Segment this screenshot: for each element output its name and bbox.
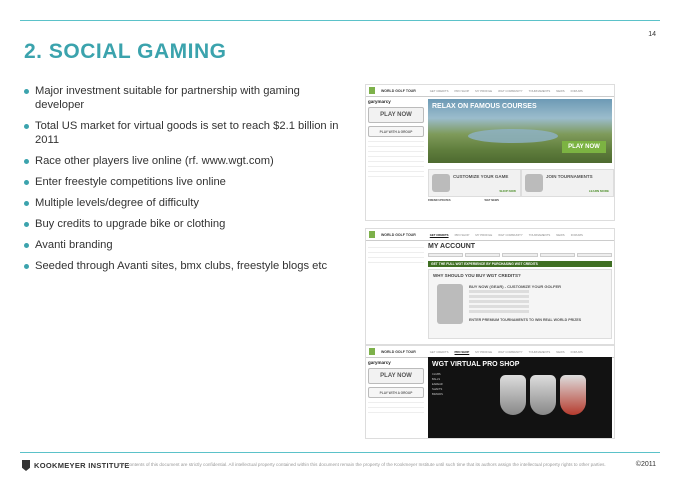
nav-item: GET CREDITS (429, 349, 449, 354)
club-image (500, 375, 526, 415)
shop-menu-item: BRANDS (432, 393, 443, 396)
site-name: WORLD GOLF TOUR (381, 232, 416, 237)
friend-updates-label: FRIEND UPDATES (428, 199, 451, 202)
nav-item: FORUMS (570, 349, 583, 354)
bullet-item: Major investment suitable for partnership with gaming developer (24, 84, 344, 112)
play-with-group-button: PLAY WITH A GROUP (368, 387, 424, 398)
site-toolbar (366, 229, 614, 241)
bullet-item: Race other players live online (rf. www.wgt.com) (24, 154, 344, 168)
username: garymarcy (368, 360, 391, 365)
copyright: ©2011 (635, 461, 656, 468)
nav-item: FORUMS (570, 88, 583, 93)
shop-menu-item: SHAFTS (432, 388, 443, 391)
bullet-item: Buy credits to upgrade bike or clothing (24, 217, 344, 231)
promo-cta: LEARN MORE (588, 189, 609, 193)
nav-item: WGT COMMUNITY (498, 88, 523, 93)
promo-tournaments (521, 169, 614, 197)
confidentiality-note: The contents of this document are strictly confidential. All intellectual property contained within this document remain the property of the Kookmeyer Institute until such time that its authors assign the intellectual property rights to other parties. (118, 462, 606, 467)
hero-title: RELAX ON FAMOUS COURSES (432, 103, 537, 110)
wgt-home-screenshot (365, 84, 615, 221)
nav-item: TOURNAMENTS (528, 88, 551, 93)
wgt-proshop-screenshot (365, 345, 615, 439)
credits-panel (428, 269, 612, 339)
shop-bullets (432, 421, 552, 433)
bullet-item: Enter freestyle competitions live online (24, 175, 344, 189)
shop-menu-item: CLUBS (432, 373, 441, 376)
page-number: 14 (648, 31, 656, 38)
nav-item: NEWS (556, 349, 565, 354)
nav-item: WGT COMMUNITY (498, 349, 523, 354)
hero-play-button: PLAY NOW (562, 141, 606, 153)
nav-item: NEWS (556, 232, 565, 237)
benefit-list (469, 290, 529, 315)
nav-item: PRO SHOP (454, 232, 470, 237)
play-now-button: PLAY NOW (368, 107, 424, 123)
wgt-news-label: WGT NEWS (484, 199, 500, 202)
site-name: WORLD GOLF TOUR (381, 88, 416, 93)
promo-title: JOIN TOURNAMENTS (546, 174, 593, 179)
shop-menu-item: EAREAR (432, 383, 443, 386)
nav-item: WGT COMMUNITY (498, 232, 523, 237)
nav-item: MY PROFILE (475, 88, 493, 93)
shop-title: WGT VIRTUAL PRO SHOP (432, 361, 520, 368)
shop-menu (432, 373, 462, 398)
nav-item: PRO SHOP (454, 349, 470, 354)
brand-name: KOOKMEYER INSTITUTE (34, 461, 130, 470)
shield-icon (22, 460, 30, 471)
updates-row (428, 199, 612, 202)
why-title: WHY SHOULD YOU BUY WGT CREDITS? (433, 273, 521, 278)
golfer-icon (432, 174, 450, 192)
player-panel (368, 99, 424, 177)
bullet-list (24, 84, 344, 280)
account-title: MY ACCOUNT (428, 243, 476, 250)
buy-now-heading: BUY NOW (GEAR) - CUSTOMIZE YOUR GOLFER (469, 284, 562, 289)
bullet-item: Total US market for virtual goods is set to reach $2.1 billion in 2011 (24, 119, 344, 147)
site-toolbar (366, 85, 614, 97)
nav-item: NEWS (556, 88, 565, 93)
account-tabs (428, 253, 612, 257)
promo-title: CUSTOMIZE YOUR GAME (453, 174, 509, 179)
shop-menu-item: BALLS (432, 378, 441, 381)
nav-item: TOURNAMENTS (528, 349, 551, 354)
account-links (368, 243, 424, 263)
site-name: WORLD GOLF TOUR (381, 349, 416, 354)
credits-banner: GET THE FULL WGT EXPERIENCE BY PURCHASING WGT CREDITS (428, 261, 612, 267)
sponsor-logo-icon (525, 174, 543, 192)
club-image (437, 284, 463, 324)
pro-shop-banner (428, 357, 612, 438)
nav-item: PRO SHOP (454, 88, 470, 93)
slide-title: 2. SOCIAL GAMING (24, 40, 227, 63)
wgt-logo-icon (369, 231, 375, 238)
promo-cta: SHOP NOW (499, 189, 516, 193)
buddy-list (368, 137, 424, 177)
nav-item: GET CREDITS (429, 88, 449, 93)
course-image (468, 129, 558, 143)
promo-customize (428, 169, 521, 197)
hero-banner (428, 99, 612, 163)
nav-item: FORUMS (570, 232, 583, 237)
nav-item: MY PROFILE (475, 232, 493, 237)
wgt-logo-icon (369, 87, 375, 94)
wgt-logo-icon (369, 348, 375, 355)
bullet-item: Seeded through Avanti sites, bmx clubs, freestyle blogs etc (24, 259, 344, 273)
bullet-item: Avanti branding (24, 238, 344, 252)
player-panel (368, 360, 424, 413)
club-image (560, 375, 586, 415)
wgt-account-screenshot (365, 228, 615, 345)
premium-heading: ENTER PREMIUM TOURNAMENTS TO WIN REAL WORLD PRIZES (469, 318, 582, 322)
play-now-button: PLAY NOW (368, 368, 424, 384)
nav-item: GET CREDITS (429, 232, 449, 237)
nav-item: TOURNAMENTS (528, 232, 551, 237)
buddy-list (368, 398, 424, 413)
bottom-divider (20, 452, 660, 453)
bullet-item: Multiple levels/degree of difficulty (24, 196, 344, 210)
play-with-group-button: PLAY WITH A GROUP (368, 126, 424, 137)
club-image (530, 375, 556, 415)
top-divider (20, 20, 660, 21)
username: garymarcy (368, 99, 391, 104)
footer-brand (22, 460, 130, 471)
side-panel (368, 243, 424, 263)
nav-item: MY PROFILE (475, 349, 493, 354)
